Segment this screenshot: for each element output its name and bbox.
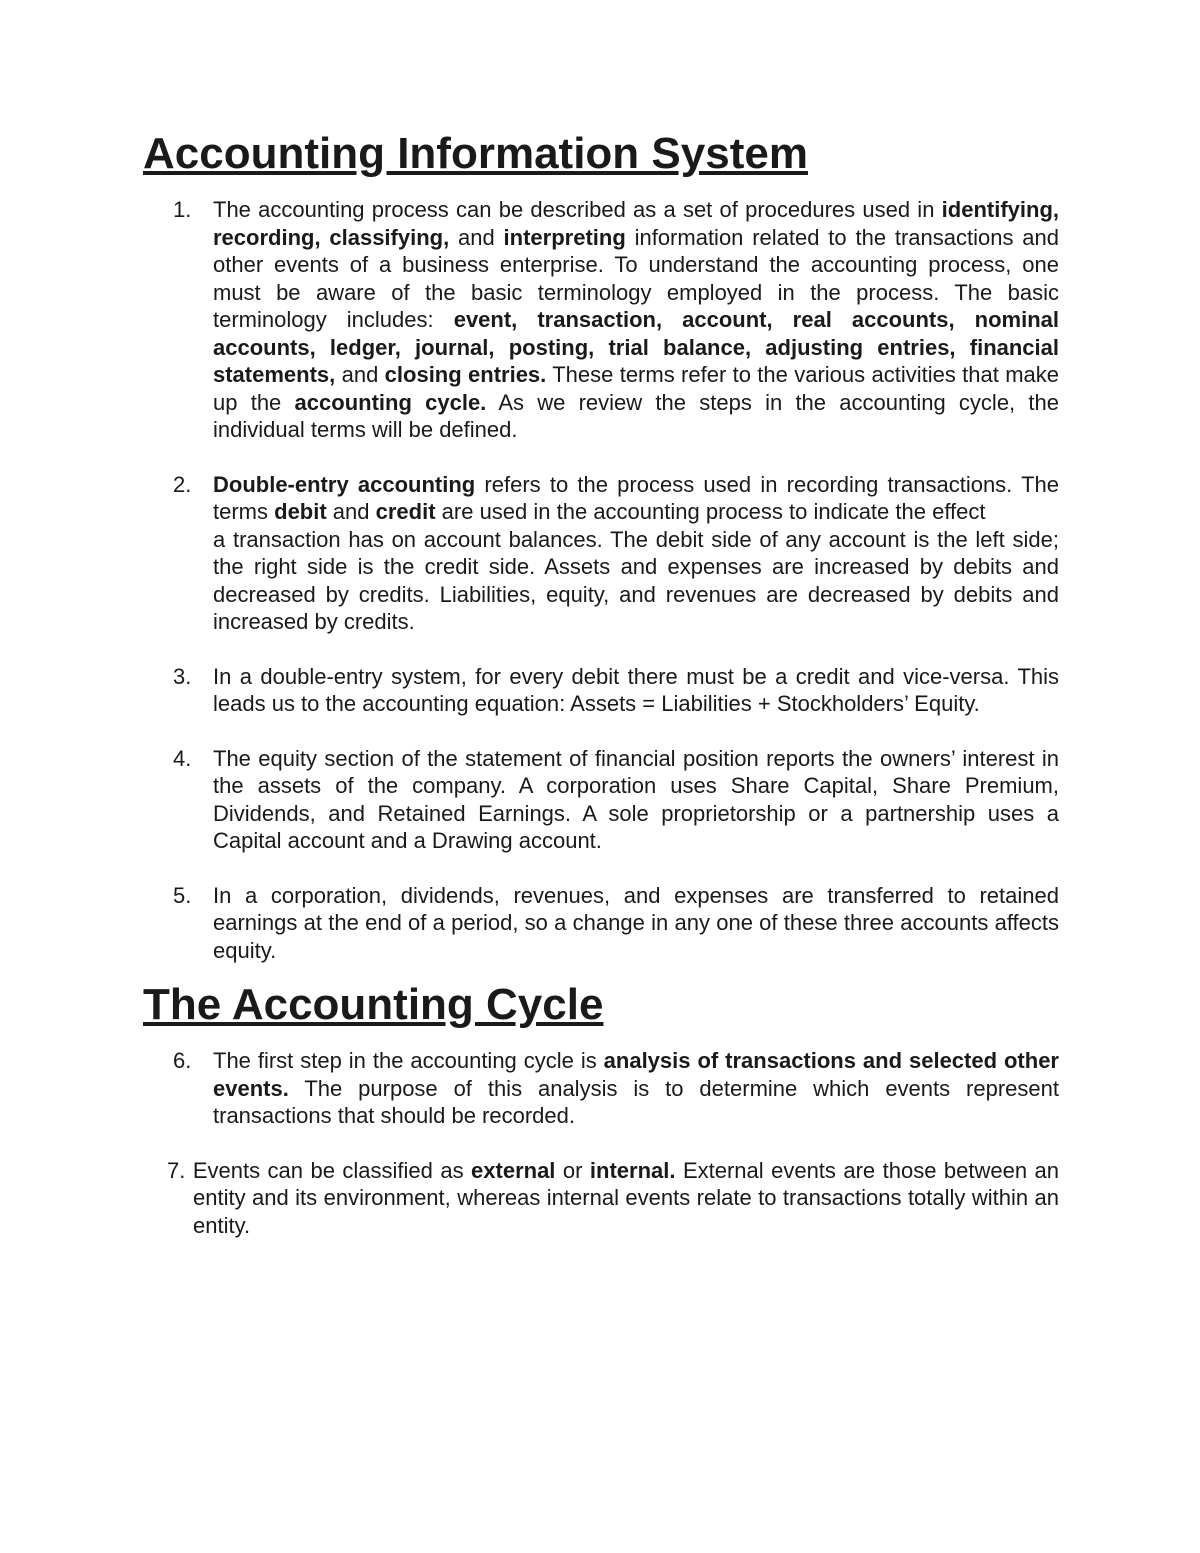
bold-term: debit [274,499,327,524]
paragraph [213,664,1059,717]
numbered-list-section-2 [143,1047,1059,1239]
bold-term: external [471,1157,556,1183]
paragraph [213,1048,1059,1128]
text-run: information related to the transactions and other events of a business enterprise. To understand the accounting process, one must be aware of the basic terminology employed in the process. The basic terminology includes: [213,224,1059,332]
list-number: 7. [167,1157,186,1183]
bold-term: credit [375,499,436,524]
text-run: are used in the accounting process to indicate the effect [435,499,986,524]
list-item [143,882,1059,965]
bold-term: accounting cycle. [294,389,487,415]
text-run: and [449,224,504,250]
text-run: The purpose of this analysis is to determine which events represent transactions that should be recorded. [213,1075,1059,1128]
bold-term: internal. [589,1157,676,1183]
paragraph [213,883,1059,963]
text-run: Events can be classified as [192,1157,472,1183]
text-run: In a corporation, dividends, revenues, and expenses are transferred to retained earnings at the end of a period, so a change in any one of these three accounts affects equity. [213,882,1059,963]
bold-term: analysis of transactions and selected other events. [213,1048,1059,1101]
text-run: and [326,499,376,524]
list-number: 6. [173,1048,192,1073]
list-number: 1. [173,197,192,222]
paragraph [213,746,1059,854]
paragraph [213,197,1059,442]
section-heading-accounting-information-system: Accounting Information System [143,129,808,178]
bold-term: identifying, recording, classifying, [213,197,1059,250]
text-run: In a double-entry system, for every debit there must be a credit and vice-versa. This leads us to the accounting equation: Assets = Liabilities + Stockholders’ Equity. [213,663,1059,716]
text-run: The equity section of the statement of financial position reports the owners’ interest in the assets of the company. A corporation uses Share Capital, Share Premium, Dividends, and Retained Earnings. A sole proprietorship or a partnership uses a Capital account and a Drawing account. [213,745,1059,853]
list-number: 3. [173,663,192,689]
bold-term: closing entries. [384,362,547,387]
paragraph-line [213,471,1059,526]
list-number: 2. [173,471,192,497]
text-run: External events are those between an entity and its environment, whereas internal events relate to transactions totally within an entity. [193,1157,1060,1238]
text-run: refers to the process used in recording transactions. The terms [213,471,1060,524]
document-page [143,129,1060,1266]
list-item [143,663,1059,718]
text-run: These terms refer to the various activities that make up the [213,362,1059,415]
section-heading-accounting-cycle: The Accounting Cycle [143,980,604,1029]
list-item [143,1047,1059,1130]
text-run: The accounting process can be described as a set of procedures used in [213,197,942,222]
list-item [143,196,1059,444]
numbered-list-section-1 [143,196,1059,964]
list-item [143,745,1059,855]
list-number: 5. [173,882,192,908]
bold-term: Double-entry accounting [213,471,476,497]
paragraph-line [213,526,1059,636]
text-run: As we review the steps in the accounting cycle, the individual terms will be defined. [213,389,1059,442]
list-item [143,471,1059,636]
text-run: and [335,362,385,387]
text-run: a transaction has on account balances. The debit side of any account is the left side; the right side is the credit side. Assets and expenses are increased by debits and decreased by credits. Liabilities, equity, and revenues are decreased by debits and increased by credits. [213,526,1059,634]
list-item [143,1157,1059,1240]
bold-term: event, transaction, account, real accounts, nominal accounts, ledger, journal, posting, trial balance, adjusting entries, financial statements, [213,307,1059,387]
text-run: The first step in the accounting cycle is [213,1048,604,1073]
list-number: 4. [173,745,192,771]
bold-term: interpreting [503,224,626,250]
text-run: or [555,1157,590,1183]
paragraph [193,1158,1059,1238]
